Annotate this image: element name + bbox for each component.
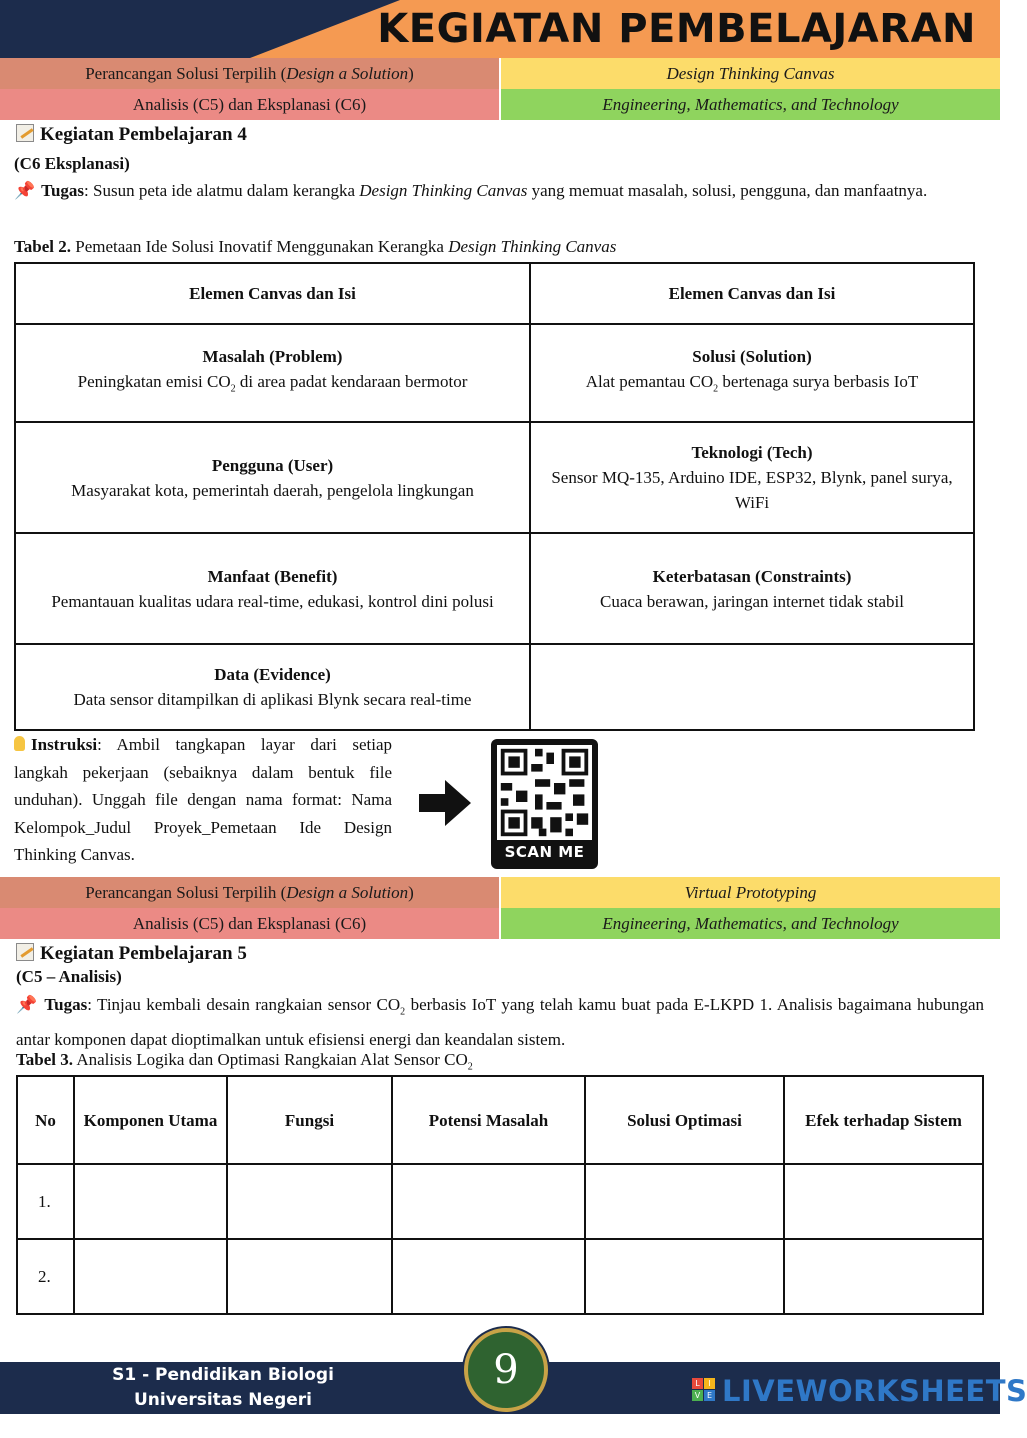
phase-bar-analysis: Analisis (C5) dan Eksplanasi (C6) <box>0 908 499 939</box>
logo-letter: V <box>692 1390 703 1401</box>
cell-body: Data sensor ditampilkan di aplikasi Blynk secara real-time <box>73 690 472 709</box>
right-arrow-icon <box>419 780 471 826</box>
phase-bar-design-thinking-canvas: Design Thinking Canvas <box>501 58 1000 89</box>
canvas-cell-constraints <box>530 533 974 644</box>
lightbulb-icon <box>14 736 25 751</box>
column-header: Elemen Canvas dan Isi <box>530 263 974 324</box>
caption-label: Tabel 2. <box>14 237 72 256</box>
memo-icon <box>16 943 34 961</box>
activity-4-heading-text: Kegiatan Pembelajaran 4 <box>40 124 247 145</box>
table-header-row <box>17 1076 983 1164</box>
cell-body: Sensor MQ-135, Arduino IDE, ESP32, Blynk, panel surya, WiFi <box>551 468 953 512</box>
table-row <box>15 644 974 730</box>
canvas-cell-solution <box>530 324 974 422</box>
activity-4-task <box>14 177 982 205</box>
phase-bar-design-solution <box>0 877 499 908</box>
task-subscript: 2 <box>400 1006 406 1018</box>
instruction-label: Instruksi <box>31 735 98 754</box>
answer-cell[interactable] <box>227 1239 392 1314</box>
caption-label: Tabel 3. <box>16 1050 74 1069</box>
task-text: : Tinjau kembali desain rangkaian sensor CO <box>87 995 401 1014</box>
qr-icon <box>497 745 592 840</box>
canvas-cell-benefit <box>15 533 530 644</box>
canvas-cell-tech <box>530 422 974 533</box>
answer-cell[interactable] <box>392 1239 585 1314</box>
qr-label: SCAN ME <box>504 843 585 861</box>
qr-code[interactable] <box>491 739 598 869</box>
activity-5-subheading: (C5 – Analisis) <box>16 967 122 986</box>
table-2-caption <box>14 233 616 261</box>
cell-title: Teknologi (Tech) <box>691 443 813 462</box>
table-row <box>15 422 974 533</box>
pin-icon: 📌 <box>14 181 36 200</box>
cell-body: Masyarakat kota, pemerintah daerah, pengelola lingkungan <box>71 480 474 500</box>
task-label: Tugas <box>41 181 85 200</box>
cell-body: Alat pemantau $CO_2$ bertenaga surya berbasis IoT <box>585 372 919 395</box>
footer-university: Universitas Negeri Surabaya <box>134 1390 312 1435</box>
cell-title: Pengguna (User) <box>211 455 334 475</box>
activity-5-heading-text: Kegiatan Pembelajaran 5 <box>40 943 247 964</box>
canvas-cell-empty <box>530 644 974 730</box>
answer-cell[interactable] <box>227 1164 392 1239</box>
bar-text: ) <box>408 64 414 83</box>
answer-cell[interactable] <box>784 1164 983 1239</box>
instruction-text: : Ambil tangkapan layar dari setiap langkah pekerjaan (sebaiknya dalam bentuk file unduhan). Unggah file dengan nama format: Nama Kelompok_Judul Proyek_Pemetaan Ide Design Thinking Canvas. <box>14 735 392 864</box>
footer-program: S1 - Pendidikan Biologi <box>112 1365 334 1385</box>
phase-bar-analysis: Analisis (C5) dan Eksplanasi (C6) <box>0 89 499 120</box>
task-text: yang memuat masalah, solusi, pengguna, dan manfaatnya. <box>527 181 928 200</box>
table-row <box>15 324 974 422</box>
liveworksheets-logo-icon <box>692 1378 716 1402</box>
bar-text-italic: Design a Solution <box>286 883 409 902</box>
caption-text-italic: Design Thinking Canvas <box>448 237 617 256</box>
answer-cell[interactable] <box>784 1239 983 1314</box>
canvas-cell-evidence <box>15 644 530 730</box>
upload-instruction <box>14 731 392 869</box>
pin-icon: 📌 <box>16 995 39 1014</box>
bar-text: ) <box>408 883 414 902</box>
column-header: No <box>17 1076 74 1164</box>
table-row <box>17 1239 983 1314</box>
answer-cell[interactable] <box>392 1164 585 1239</box>
cell-title: Manfaat (Benefit) <box>207 566 338 586</box>
logo-letter: L <box>692 1378 703 1389</box>
column-header: Solusi Optimasi <box>585 1076 784 1164</box>
cell-title: Solusi (Solution) <box>692 347 812 367</box>
canvas-cell-user <box>15 422 530 533</box>
page-title: KEGIATAN PEMBELAJARAN <box>377 6 976 52</box>
row-number: 1. <box>17 1164 74 1239</box>
qr-pattern <box>497 745 592 840</box>
column-header: Fungsi <box>227 1076 392 1164</box>
task-text: : Susun peta ide alatmu dalam kerangka <box>84 181 360 200</box>
column-header: Potensi Masalah <box>392 1076 585 1164</box>
answer-cell[interactable] <box>74 1164 227 1239</box>
table-row <box>15 533 974 644</box>
liveworksheets-brand[interactable]: LIVEWORKSHEETS <box>722 1374 1027 1408</box>
cell-title: Masalah (Problem) <box>202 347 343 367</box>
activity-4-subheading: (C6 Eksplanasi) <box>14 154 130 173</box>
logo-letter: E <box>704 1390 715 1401</box>
phase-bar-design-solution <box>0 58 499 89</box>
design-thinking-canvas-table <box>14 262 975 731</box>
activity-4-heading <box>16 121 247 149</box>
cell-body: Cuaca berawan, jaringan internet tidak stabil <box>600 591 904 611</box>
task-text-italic: Design Thinking Canvas <box>359 181 528 200</box>
footer-institution <box>88 1362 358 1438</box>
cell-title: Data (Evidence) <box>214 665 331 684</box>
logo-letter: I <box>704 1378 715 1389</box>
bar-text: Perancangan Solusi Terpilih ( <box>85 64 287 83</box>
cell-body: Pemantauan kualitas udara real-time, edukasi, kontrol dini polusi <box>51 591 494 611</box>
column-header: Komponen Utama <box>74 1076 227 1164</box>
column-header: Efek terhadap Sistem <box>784 1076 983 1164</box>
task-text: berbasis IoT yang telah kamu buat pada E-LKPD 1. Analisis bagaimana hubungan antar komponen dapat dioptimalkan untuk efisiensi energi dan keandalan sistem. <box>16 995 984 1050</box>
phase-bar-engineering: Engineering, Mathematics, and Technology <box>501 908 1000 939</box>
column-header: Elemen Canvas dan Isi <box>15 263 530 324</box>
answer-cell[interactable] <box>585 1164 784 1239</box>
cell-body: Peningkatan emisi $CO_2$ di area padat kendaraan bermotor <box>77 372 468 395</box>
page-number-badge <box>464 1328 548 1412</box>
bar-text-italic: Design a Solution <box>286 64 409 83</box>
circuit-analysis-table <box>16 1075 984 1315</box>
canvas-cell-problem <box>15 324 530 422</box>
cell-title: Keterbatasan (Constraints) <box>652 566 852 586</box>
answer-cell[interactable] <box>585 1239 784 1314</box>
caption-text: Pemetaan Ide Solusi Inovatif Menggunakan Kerangka <box>71 237 449 256</box>
phase-bar-virtual-prototyping: Virtual Prototyping <box>501 877 1000 908</box>
table-header-row <box>15 263 974 324</box>
task-label: Tugas <box>44 995 88 1014</box>
phase-bar-engineering: Engineering, Mathematics, and Technology <box>501 89 1000 120</box>
activity-5-task <box>16 991 984 1054</box>
memo-icon <box>16 124 34 142</box>
answer-cell[interactable] <box>74 1239 227 1314</box>
table-row <box>17 1164 983 1239</box>
row-number: 2. <box>17 1239 74 1314</box>
caption-text: Analisis Logika dan Optimasi Rangkaian Alat Sensor CO <box>73 1050 468 1069</box>
bar-text: Perancangan Solusi Terpilih ( <box>85 883 287 902</box>
page-number: 9 <box>493 1347 519 1393</box>
caption-subscript: 2 <box>467 1061 473 1073</box>
